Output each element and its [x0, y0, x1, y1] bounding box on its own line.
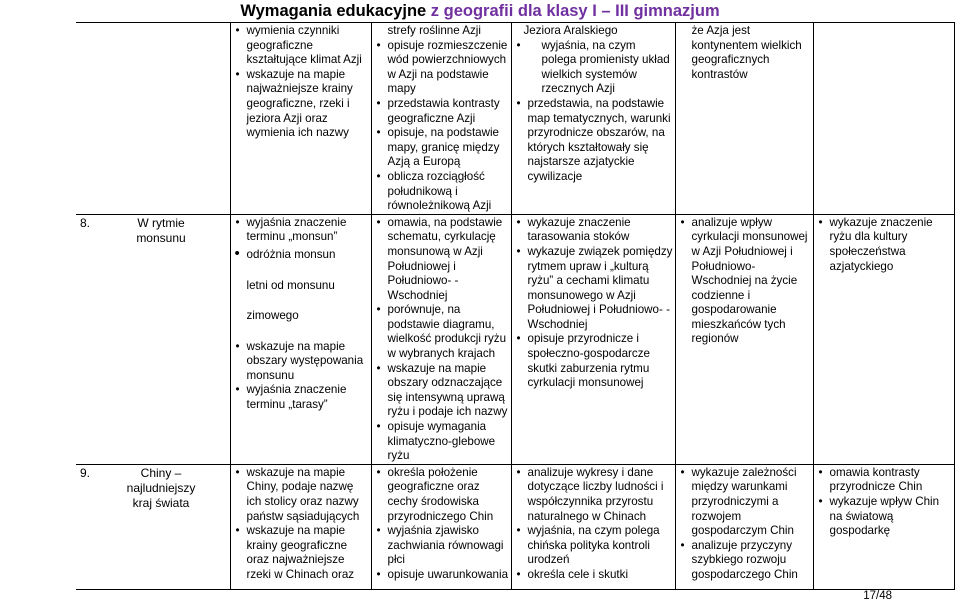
list-item: • wykazuje zależności między warunkami przyrodniczymi a rozwojem gospodarczym Chin: [680, 466, 811, 539]
col-3-list: [516, 216, 673, 391]
row-topic: Chiny – najludniejszy kraj świata: [126, 465, 196, 510]
list-item: • opisuje przyrodnicze i społeczno-gospodarcze skutki zaburzenia rytmu cyrkulacji monsunowej: [516, 332, 673, 390]
list-item: • wyjaśnia znaczenie terminu „tarasy”: [235, 383, 369, 412]
col-5-list: [818, 466, 952, 539]
table-row: [76, 214, 954, 464]
col-1-list: [235, 24, 369, 141]
list-item: zimowego: [246, 309, 299, 323]
list-item: • przedstawia kontrasty geograficzne Azji: [376, 97, 509, 126]
list-item: • wskazuje na mapie obszary odznaczające się intensywną uprawą ryżu i podaje ich nazwy: [376, 362, 509, 420]
table-row: [76, 464, 954, 589]
list-item: • wyjaśnia, na czym polega promienisty układ wielkich systemów rzecznych Azji: [516, 39, 673, 97]
title-subject: z geografii: [430, 2, 514, 20]
table-row: [76, 23, 954, 215]
list-item: • wskazuje na mapie krainy geograficzne oraz najważniejsze rzeki w Chinach oraz: [235, 524, 369, 582]
list-item: • przedstawia, na podstawie map tematycznych, warunki przyrodnicze obszarów, na których kształtowały się najstarsze azjatyckie cywilizacje: [516, 97, 673, 185]
list-item: • opisuje uwarunkowania: [376, 568, 509, 583]
list-item: • wykazuje znaczenie ryżu dla kultury społeczeństwa azjatyckiego: [818, 216, 952, 274]
list-item: Jeziora Aralskiego: [523, 24, 618, 37]
requirements-table: [76, 22, 955, 590]
list-item: • wyjaśnia zjawisko zachwiania równowagi płci: [376, 524, 509, 568]
list-item: • wskazuje na mapie obszary występowania monsunu: [235, 340, 369, 384]
list-item: • wskazuje na mapie najważniejsze krainy geograficzne, rzeki i jeziora Azji oraz wymienia ich nazwy: [235, 68, 369, 141]
col-4-list: [680, 466, 811, 583]
list-item: • analizuje wpływ cyrkulacji monsunowej w Azji Południowej i Południowo- Wschodniej na życie codzienne i gospodarowanie mieszkańców tych regionów: [680, 216, 811, 347]
list-item: • analizuje wykresy i dane dotyczące liczby ludności i współczynnika przyrostu naturalnego w Chinach: [516, 466, 673, 524]
col-3-list: [516, 24, 673, 185]
list-item: • omawia, na podstawie schematu, cyrkulację monsunową w Azji Południowej i Południowo- -Wschodniej: [376, 216, 509, 304]
col-3-list: [516, 466, 673, 583]
list-item: strefy roślinne Azji: [387, 24, 481, 37]
list-item: • wskazuje na mapie Chiny, podaje nazwę ich stolicy oraz nazwy państw sąsiadujących: [235, 466, 369, 524]
title-classes: dla klasy I – III gimnazjum: [513, 2, 720, 20]
list-item: • wyjaśnia, na czym polega chińska polityka kontroli urodzeń: [516, 524, 673, 568]
page-title: [0, 0, 960, 22]
list-item: • określa cele i skutki: [516, 568, 673, 583]
col-2-list: [376, 24, 509, 214]
col-5-list: [818, 216, 952, 274]
row-topic: W rytmie monsunu: [136, 215, 186, 245]
page-number: 17/48: [863, 590, 892, 602]
list-item: • oblicza rozciągłość południkową i równoleżnikową Azji: [376, 170, 509, 214]
list-item: • wykazuje związek pomiędzy rytmem upraw i „kulturą ryżu” a cechami klimatu monsunowego w Azji Południowej i Południowo- -Wschodniej: [516, 245, 673, 333]
list-item: • wykazuje znaczenie tarasowania stoków: [516, 216, 673, 245]
list-item: • wyjaśnia znaczenie terminu „monsun”: [235, 216, 369, 245]
col-2-list: [376, 216, 509, 464]
list-item: • analizuje przyczyny szybkiego rozwoju gospodarczego Chin: [680, 539, 811, 583]
list-item: • określa położenie geograficzne oraz cechy środowiska przyrodniczego Chin: [376, 466, 509, 524]
list-item: • wykazuje wpływ Chin na światową gospodarkę: [818, 495, 952, 539]
list-item: • omawia kontrasty przyrodnicze Chin: [818, 466, 952, 495]
col-1-list: [235, 216, 369, 413]
col-4-list: [680, 216, 811, 347]
list-item: • opisuje, na podstawie mapy, granicę między Azją a Europą: [376, 126, 509, 170]
col-4-list: [680, 24, 811, 82]
list-item: • porównuje, na podstawie diagramu, wielkość produkcji ryżu w wybranych krajach: [376, 303, 509, 361]
list-item: • wymienia czynniki geograficzne kształtujące klimat Azji: [235, 24, 369, 68]
list-item: • opisuje rozmieszczenie wód powierzchniowych w Azji na podstawie mapy: [376, 39, 509, 97]
row-number: 9.: [80, 465, 91, 480]
row-number: 8.: [80, 215, 91, 230]
list-item: • opisuje wymagania klimatyczno-glebowe ryżu: [376, 420, 509, 464]
list-item: letni od monsunu: [246, 278, 335, 292]
col-1-list: [235, 466, 369, 583]
title-main: Wymagania edukacyjne: [240, 2, 431, 20]
list-item: że Azja jest kontynentem wielkich geograficznych kontrastów: [691, 24, 802, 81]
col-2-list: [376, 466, 509, 583]
list-item: • odróżnia monsun: [235, 248, 369, 263]
